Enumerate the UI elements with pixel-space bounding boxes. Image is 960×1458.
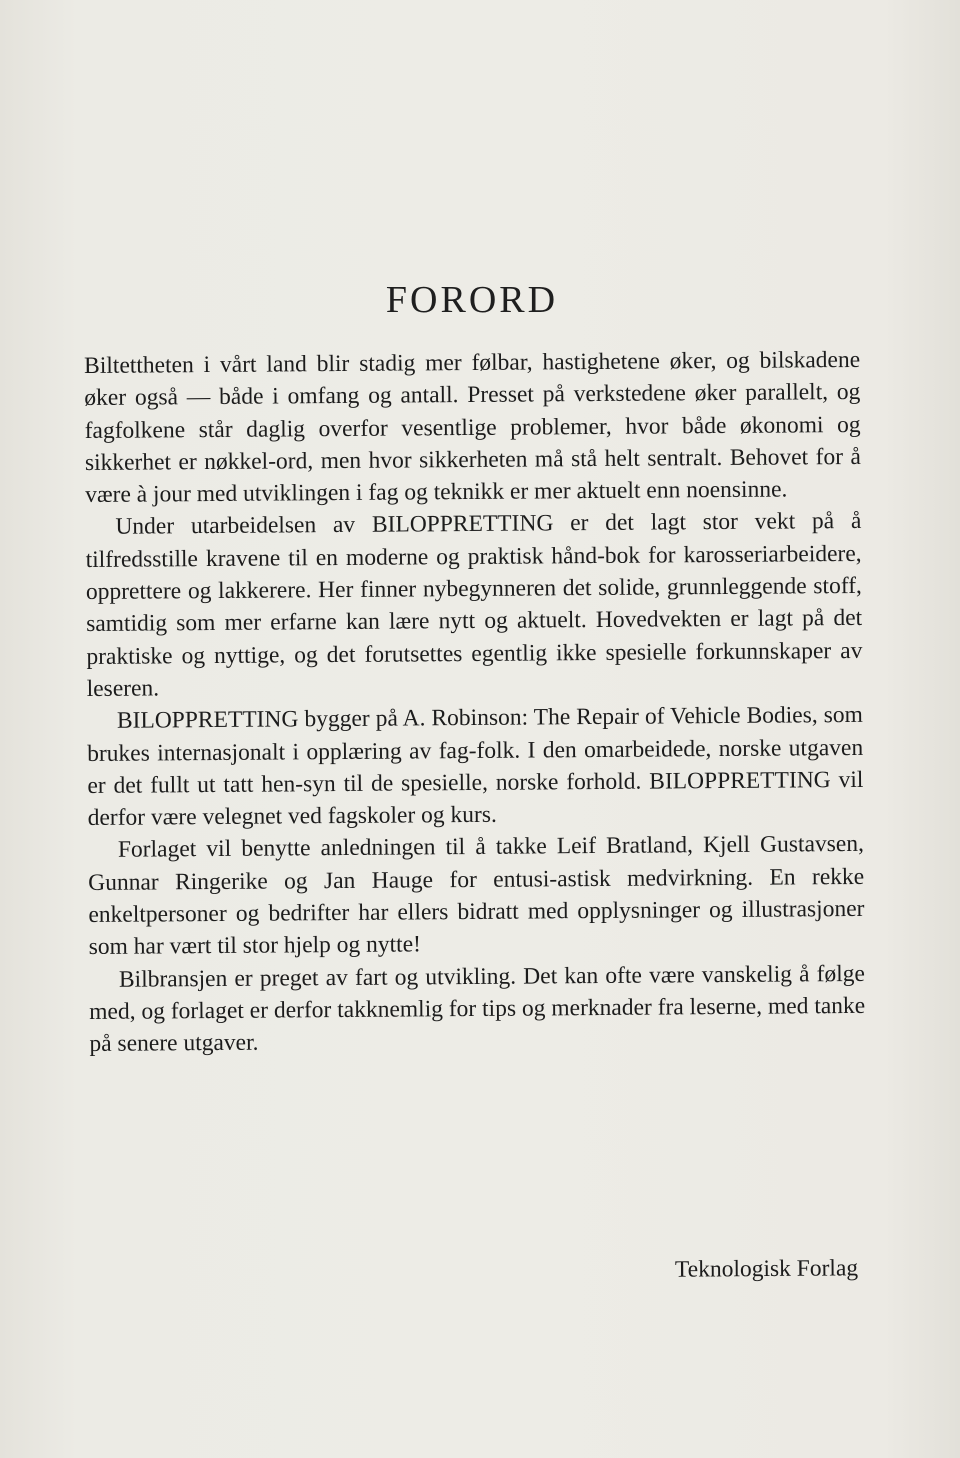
signature: Teknologisk Forlag xyxy=(674,1255,859,1283)
paragraph-1: Biltettheten i vårt land blir stadig mer følbar, hastighetene øker, og bilskadene øker også — både i omfang og antall. Presset på verkstedene øker parallelt, og fagfolkene står daglig overfor vesentlige problemer, hvor både økonomi og sikkerhet er nøkkel-ord, men hvor sikkerheten må stå helt sentralt. Behovet for å være à jour med utviklingen i fag og teknikk er mer aktuelt enn noensinne. xyxy=(84,346,861,509)
paragraph-5: Bilbransjen er preget av fart og utvikling. Det kan ofte være vanskelig å følge med, og forlaget er derfor takknemlig for tips og merknader fra leserne, med tanke på senere utgaver. xyxy=(89,960,866,1058)
page-title: FORORD xyxy=(385,279,559,321)
paragraph-4: Forlaget vil benytte anledningen til å takke Leif Bratland, Kjell Gustavsen, Gunnar Ringerike og Jan Hauge for entusi-astisk medvirkning. En rekke enkeltpersoner og bedrifter har ellers bidratt med opplysninger og illustrasjoner som har vært til stor hjelp og nytte! xyxy=(88,831,865,961)
paragraph-3: BILOPPRETTING bygger på A. Robinson: The Repair of Vehicle Bodies, som brukes internasjonalt i opplæring av fag-folk. I den omarbeidede, norske utgaven er det fullt ut tatt hen-syn til de spesielle, norske forhold. BILOPPRETTING vil derfor være velegnet ved fagskoler og kurs. xyxy=(87,702,864,832)
paragraph-2: Under utarbeidelsen av BILOPPRETTING er det lagt stor vekt på å tilfredsstille kravene til en moderne og praktisk hånd-bok for karosseriarbeidere, opprettere og lakkerere. Her finner nybegynneren det solide, grunnleggende stoff, samtidig som mer erfarne kan lære nytt og aktuelt. Hovedvekten er lagt på det praktiske og nyttige, og det forutsettes egentlig ikke spesielle forkunnskaper av leseren. xyxy=(85,508,863,702)
foreword-body xyxy=(84,344,866,1061)
